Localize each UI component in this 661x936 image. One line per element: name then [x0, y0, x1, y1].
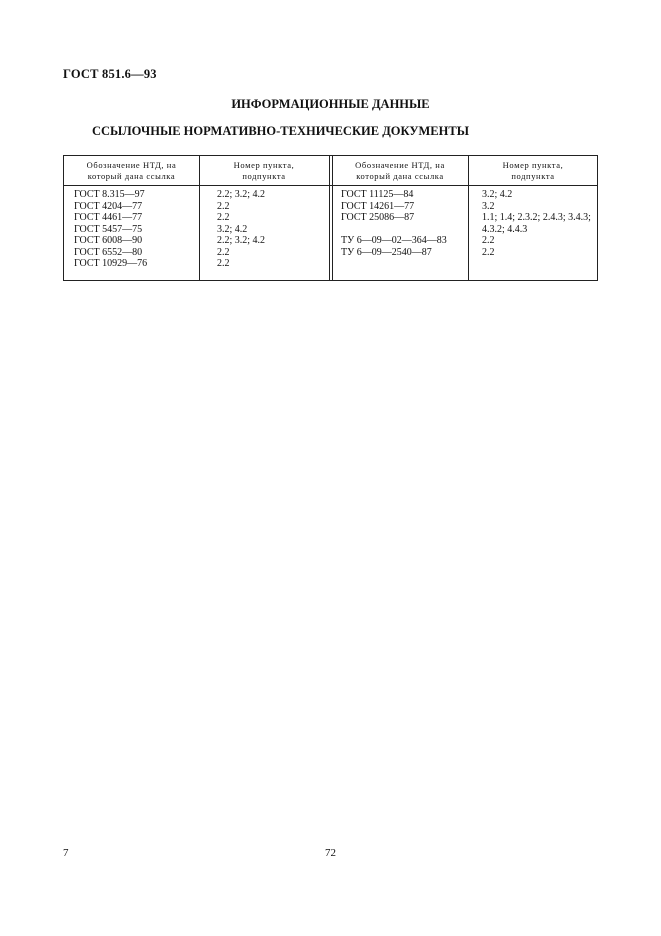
left-ntd-column [74, 189, 147, 270]
table-cell-ntd: ГОСТ 6008—90 [74, 235, 143, 246]
table-cell-item: 2.2 [217, 246, 230, 258]
header-item-right [468, 160, 598, 182]
header-item-line2: подпункта [511, 171, 555, 181]
table-cell-ntd: ГОСТ 4461—77 [74, 212, 143, 223]
table-cell-ntd: ГОСТ 4204—77 [74, 200, 143, 212]
table-cell-item: 2.2; 3.2; 4.2 [217, 235, 266, 246]
section-title: ИНФОРМАЦИОННЫЕ ДАННЫЕ [231, 97, 430, 111]
left-items-column [217, 189, 265, 270]
footer-left-number: 7 [63, 847, 69, 859]
header-divider [64, 185, 597, 186]
header-item-left [199, 160, 329, 182]
header-ntd-line2: который дана ссылка [356, 171, 444, 181]
table-cell-ntd: ГОСТ 5457—75 [74, 223, 143, 235]
document-code: ГОСТ 851.6—93 [63, 67, 157, 81]
header-item-line2: подпункта [242, 171, 286, 181]
table-cell-ntd [341, 224, 447, 236]
table-cell-ntd: ГОСТ 25086—87 [341, 212, 415, 223]
header-item-line1: Номер пункта, [502, 160, 564, 170]
table-cell-ntd: ТУ 6—09—2540—87 [341, 246, 432, 258]
table-cell-item: 2.2 [482, 235, 495, 246]
header-ntd-line1: Обозначение НТД, на [355, 160, 445, 170]
header-ntd-left [64, 160, 199, 182]
table-cell-item: 2.2 [217, 200, 230, 212]
header-ntd-line2: который дана ссылка [87, 171, 176, 181]
table-cell-item: 4.3.2; 4.4.3 [482, 223, 528, 235]
header-ntd-line1: Обозначение НТД, на [86, 160, 177, 170]
right-ntd-column [341, 189, 447, 258]
table-cell-ntd: ГОСТ 8.315—97 [74, 189, 145, 200]
column-divider-double-a [329, 156, 330, 280]
table-cell-item: 1.1; 1.4; 2.3.2; 2.4.3; 3.4.3; [482, 212, 591, 223]
right-items-column [482, 189, 591, 258]
page-number: 72 [325, 847, 336, 859]
table-cell-item: 3.2; 4.2 [482, 189, 513, 200]
table-cell-ntd: ТУ 6—09—02—364—83 [341, 235, 447, 246]
table-cell-item: 2.2 [217, 212, 230, 223]
references-table [63, 155, 598, 281]
table-cell-ntd: ГОСТ 6552—80 [74, 246, 143, 258]
table-cell-ntd: ГОСТ 14261—77 [341, 200, 415, 212]
section-subtitle: ССЫЛОЧНЫЕ НОРМАТИВНО-ТЕХНИЧЕСКИЕ ДОКУМЕНТЫ [92, 124, 469, 138]
table-cell-item: 3.2 [482, 200, 495, 212]
table-cell-item: 2.2 [217, 258, 230, 269]
table-cell-item: 2.2 [482, 246, 495, 258]
table-cell-ntd: ГОСТ 10929—76 [74, 258, 148, 269]
header-ntd-right [332, 160, 468, 182]
table-cell-item: 2.2; 3.2; 4.2 [217, 189, 266, 200]
header-item-line1: Номер пункта, [233, 160, 295, 170]
table-cell-ntd: ГОСТ 11125—84 [341, 189, 414, 200]
table-cell-item: 3.2; 4.2 [217, 223, 248, 235]
